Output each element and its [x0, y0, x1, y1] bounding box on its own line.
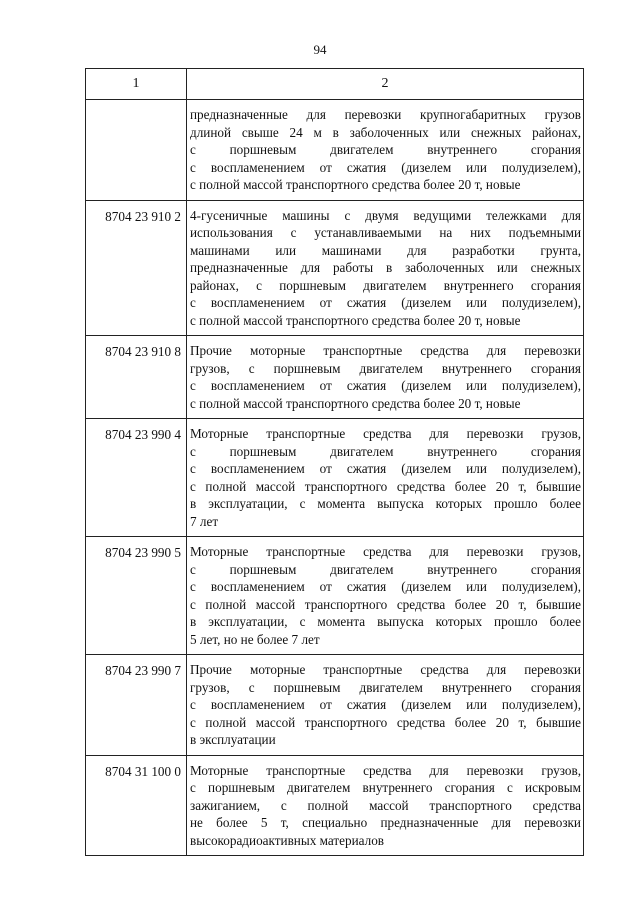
- description-line: районах, с поршневым двигателем внутреннего сгорания: [190, 277, 581, 293]
- commodity-code: 8704 23 910 2: [86, 200, 187, 336]
- description-line: с полной массой транспортного средства более 20 т, бывшие: [190, 596, 581, 612]
- table-row: [86, 655, 584, 756]
- description-line: с поршневым двигателем внутреннего сгорания: [190, 443, 581, 459]
- description-line: с воспламенением от сжатия (дизелем или полудизелем),: [190, 461, 581, 476]
- description-line: не более 5 т, специально предназначенные для перевозки: [190, 815, 581, 830]
- description-line: с воспламенением от сжатия (дизелем или полудизелем),: [190, 295, 581, 310]
- table-row: [86, 200, 584, 336]
- description-line: с поршневым двигателем внутреннего сгорания с искровым: [190, 780, 581, 795]
- description-line: в эксплуатации, с момента выпуска которых прошло более: [190, 614, 581, 629]
- description-line: с полной массой транспортного средства более 20 т, новые: [190, 395, 521, 411]
- description-line: Прочие моторные транспортные средства для перевозки: [190, 662, 581, 677]
- description-line: Моторные транспортные средства для перевозки грузов,: [190, 426, 581, 441]
- description-line: предназначенные для работы в заболоченных или снежных: [190, 260, 581, 275]
- commodity-code: [86, 100, 187, 201]
- description-line: в эксплуатации: [190, 732, 276, 747]
- table-row: [86, 100, 584, 201]
- description-line: длиной свыше 24 м в заболоченных или снежных районах,: [190, 124, 581, 140]
- table-row: [86, 419, 584, 537]
- table-header-row: [86, 69, 584, 100]
- table-row: [86, 755, 584, 856]
- description-line: использования с устанавливаемыми на них подъемными: [190, 225, 581, 240]
- description-line: с воспламенением от сжатия (дизелем или полудизелем),: [190, 579, 581, 594]
- description-line: с полной массой транспортного средства более 20 т, новые: [190, 177, 521, 192]
- commodity-code: 8704 23 910 8: [86, 336, 187, 419]
- description-line: 4-гусеничные машины с двумя ведущими тележками для: [190, 207, 581, 223]
- description-line: с воспламенением от сжатия (дизелем или полудизелем),: [190, 378, 581, 393]
- description-line: с полной массой транспортного средства более 20 т, бывшие: [190, 714, 581, 730]
- table-row: [86, 336, 584, 419]
- commodity-description: [187, 336, 584, 419]
- commodity-code-table: [85, 68, 584, 856]
- commodity-description: [187, 655, 584, 756]
- description-line: 5 лет, но не более 7 лет: [190, 631, 320, 647]
- description-line: с полной массой транспортного средства более 20 т, бывшие: [190, 478, 581, 494]
- description-line: предназначенные для перевозки крупногабаритных грузов: [190, 107, 581, 122]
- commodity-description: [187, 100, 584, 201]
- commodity-code: 8704 31 100 0: [86, 755, 187, 856]
- description-line: Моторные транспортные средства для перевозки грузов,: [190, 544, 581, 559]
- description-line: грузов, с поршневым двигателем внутреннего сгорания: [190, 360, 581, 376]
- commodity-description: [187, 537, 584, 655]
- description-line: грузов, с поршневым двигателем внутреннего сгорания: [190, 679, 581, 695]
- commodity-code: 8704 23 990 5: [86, 537, 187, 655]
- description-line: машинами или машинами для разработки грунта,: [190, 242, 581, 258]
- description-line: зажиганием, с полной массой транспортного средства: [190, 797, 581, 813]
- description-line: Прочие моторные транспортные средства для перевозки: [190, 343, 581, 358]
- commodity-description: [187, 200, 584, 336]
- description-line: 7 лет: [190, 513, 219, 529]
- description-line: с поршневым двигателем внутреннего сгорания: [190, 561, 581, 577]
- description-line: с воспламенением от сжатия (дизелем или полудизелем),: [190, 697, 581, 712]
- commodity-code: 8704 23 990 4: [86, 419, 187, 537]
- commodity-description: [187, 755, 584, 856]
- description-line: с поршневым двигателем внутреннего сгорания: [190, 142, 581, 157]
- description-line: в эксплуатации, с момента выпуска которых прошло более: [190, 496, 581, 511]
- description-line: Моторные транспортные средства для перевозки грузов,: [190, 762, 581, 778]
- column-header-1: 1: [86, 69, 187, 100]
- column-header-2: 2: [187, 69, 584, 100]
- page-number: 94: [313, 42, 327, 57]
- table-row: [86, 537, 584, 655]
- description-line: высокорадиоактивных материалов: [190, 832, 385, 848]
- commodity-code: 8704 23 990 7: [86, 655, 187, 756]
- description-line: с полной массой транспортного средства более 20 т, новые: [190, 312, 521, 328]
- commodity-description: [187, 419, 584, 537]
- table-body: [86, 100, 584, 856]
- description-line: с воспламенением от сжатия (дизелем или полудизелем),: [190, 159, 581, 175]
